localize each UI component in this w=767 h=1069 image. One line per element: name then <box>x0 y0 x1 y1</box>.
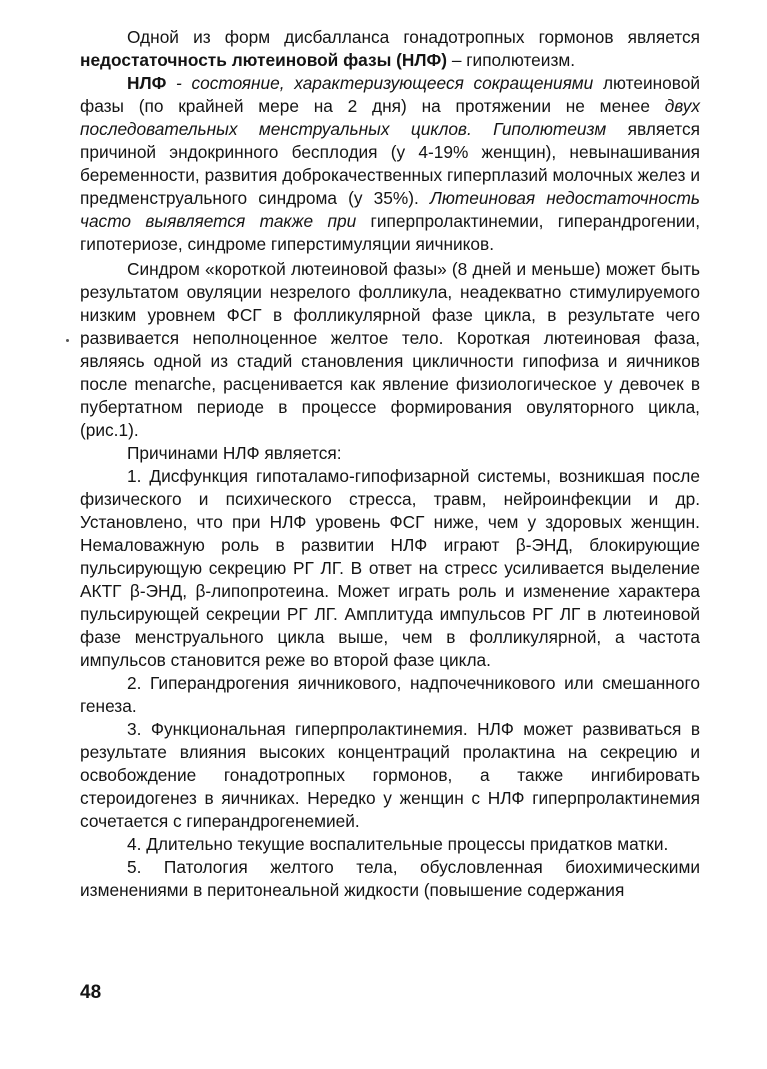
paragraph-short-luteal: Синдром «короткой лютеиновой фазы» (8 дней и меньше) может быть результатом овуляции незрелого фолликула, неадекватно стимулируемого низким уровнем ФСГ в фолликулярной фазе цикла, в результате чего развивается неполноценное желтое тело. Короткая лютеиновая фаза, являясь одной из стадий становления цикличности гипофиза и яичников после menarche, расценивается как явление физиологическое у девочек в пубертатном периоде в процессе формирования овуляторного цикла, (рис.1). <box>80 259 700 440</box>
paragraph-cause-4: 4. Длительно текущие воспалительные процессы придатков матки. <box>127 834 669 854</box>
page-body <box>80 26 700 902</box>
intro-text-end: – гиполютеизм. <box>447 50 576 70</box>
definition-text-c: гиперпролактинемии, гиперандрогении, гипотериозе, синдроме гиперстимуляции яичников. <box>80 211 700 254</box>
page-number: 48 <box>80 982 102 1003</box>
intro-text: Одной из форм дисбалланса гонадотропных гормонов является <box>127 27 700 47</box>
paragraph-cause-5: 5. Патология желтого тела, обусловленная биохимическими изменениями в перитонеальной жидкости (повышение содержания <box>80 857 700 900</box>
definition-text-b: является причиной эндокринного бесплодия (у 4-19% женщин), невынашивания беременности, развития доброкачественных гиперплазий молочных желез и предменструального синдрома (у 35%). <box>80 119 700 208</box>
paragraph-intro <box>80 26 700 72</box>
paragraph-definition <box>80 72 700 256</box>
paragraph-cause-2: 2. Гиперандрогения яичникового, надпочечникового или смешанного генеза. <box>80 673 700 716</box>
definition-italic-b: двух последовательных менструальных циклов. Гиполютеизм <box>80 96 700 139</box>
paragraph-cause-1: 1. Дисфункция гипоталамо-гипофизарной системы, возникшая после физического и психического стресса, травм, нейроинфекции и др. Установлено, что при НЛФ уровень ФСГ ниже, чем у здоровых женщин. Немаловажную роль в развитии НЛФ играют β-ЭНД, блокирующие пульсирующую секрецию РГ ЛГ. В ответ на стресс усиливается выделение АКТГ β-ЭНД, β-липопротеина. Может играть роль и изменение характера пульсирующей секреции РГ ЛГ. Амплитуда импульсов РГ ЛГ в лютеиновой фазе менструального цикла выше, чем в фолликулярной, а частота импульсов становится реже во второй фазе цикла. <box>80 466 700 670</box>
paragraph-causes-heading: Причинами НЛФ является: <box>127 443 342 463</box>
definition-italic-a: - состояние, характеризующееся сокращениями <box>166 73 594 93</box>
intro-term-bold: недостаточность лютеиновой фазы (НЛФ) <box>80 50 448 70</box>
definition-text-a: лютеиновой фазы (по крайней мере на 2 дня) на протяжении не менее <box>80 73 701 116</box>
paragraph-cause-3: 3. Функциональная гиперпролактинемия. НЛФ может развиваться в результате влияния высоких концентраций пролактина на секрецию и освобождение гонадотропных гормонов, а также ингибировать стероидогенез в яичниках. Нередко у женщин с НЛФ гиперпролактинемия сочетается с гиперандрогенемией. <box>80 719 700 831</box>
definition-term-bold: НЛФ <box>127 73 167 93</box>
definition-italic-c: Лютеиновая недостаточность часто выявляется также при <box>80 188 700 231</box>
margin-dot <box>66 339 69 342</box>
